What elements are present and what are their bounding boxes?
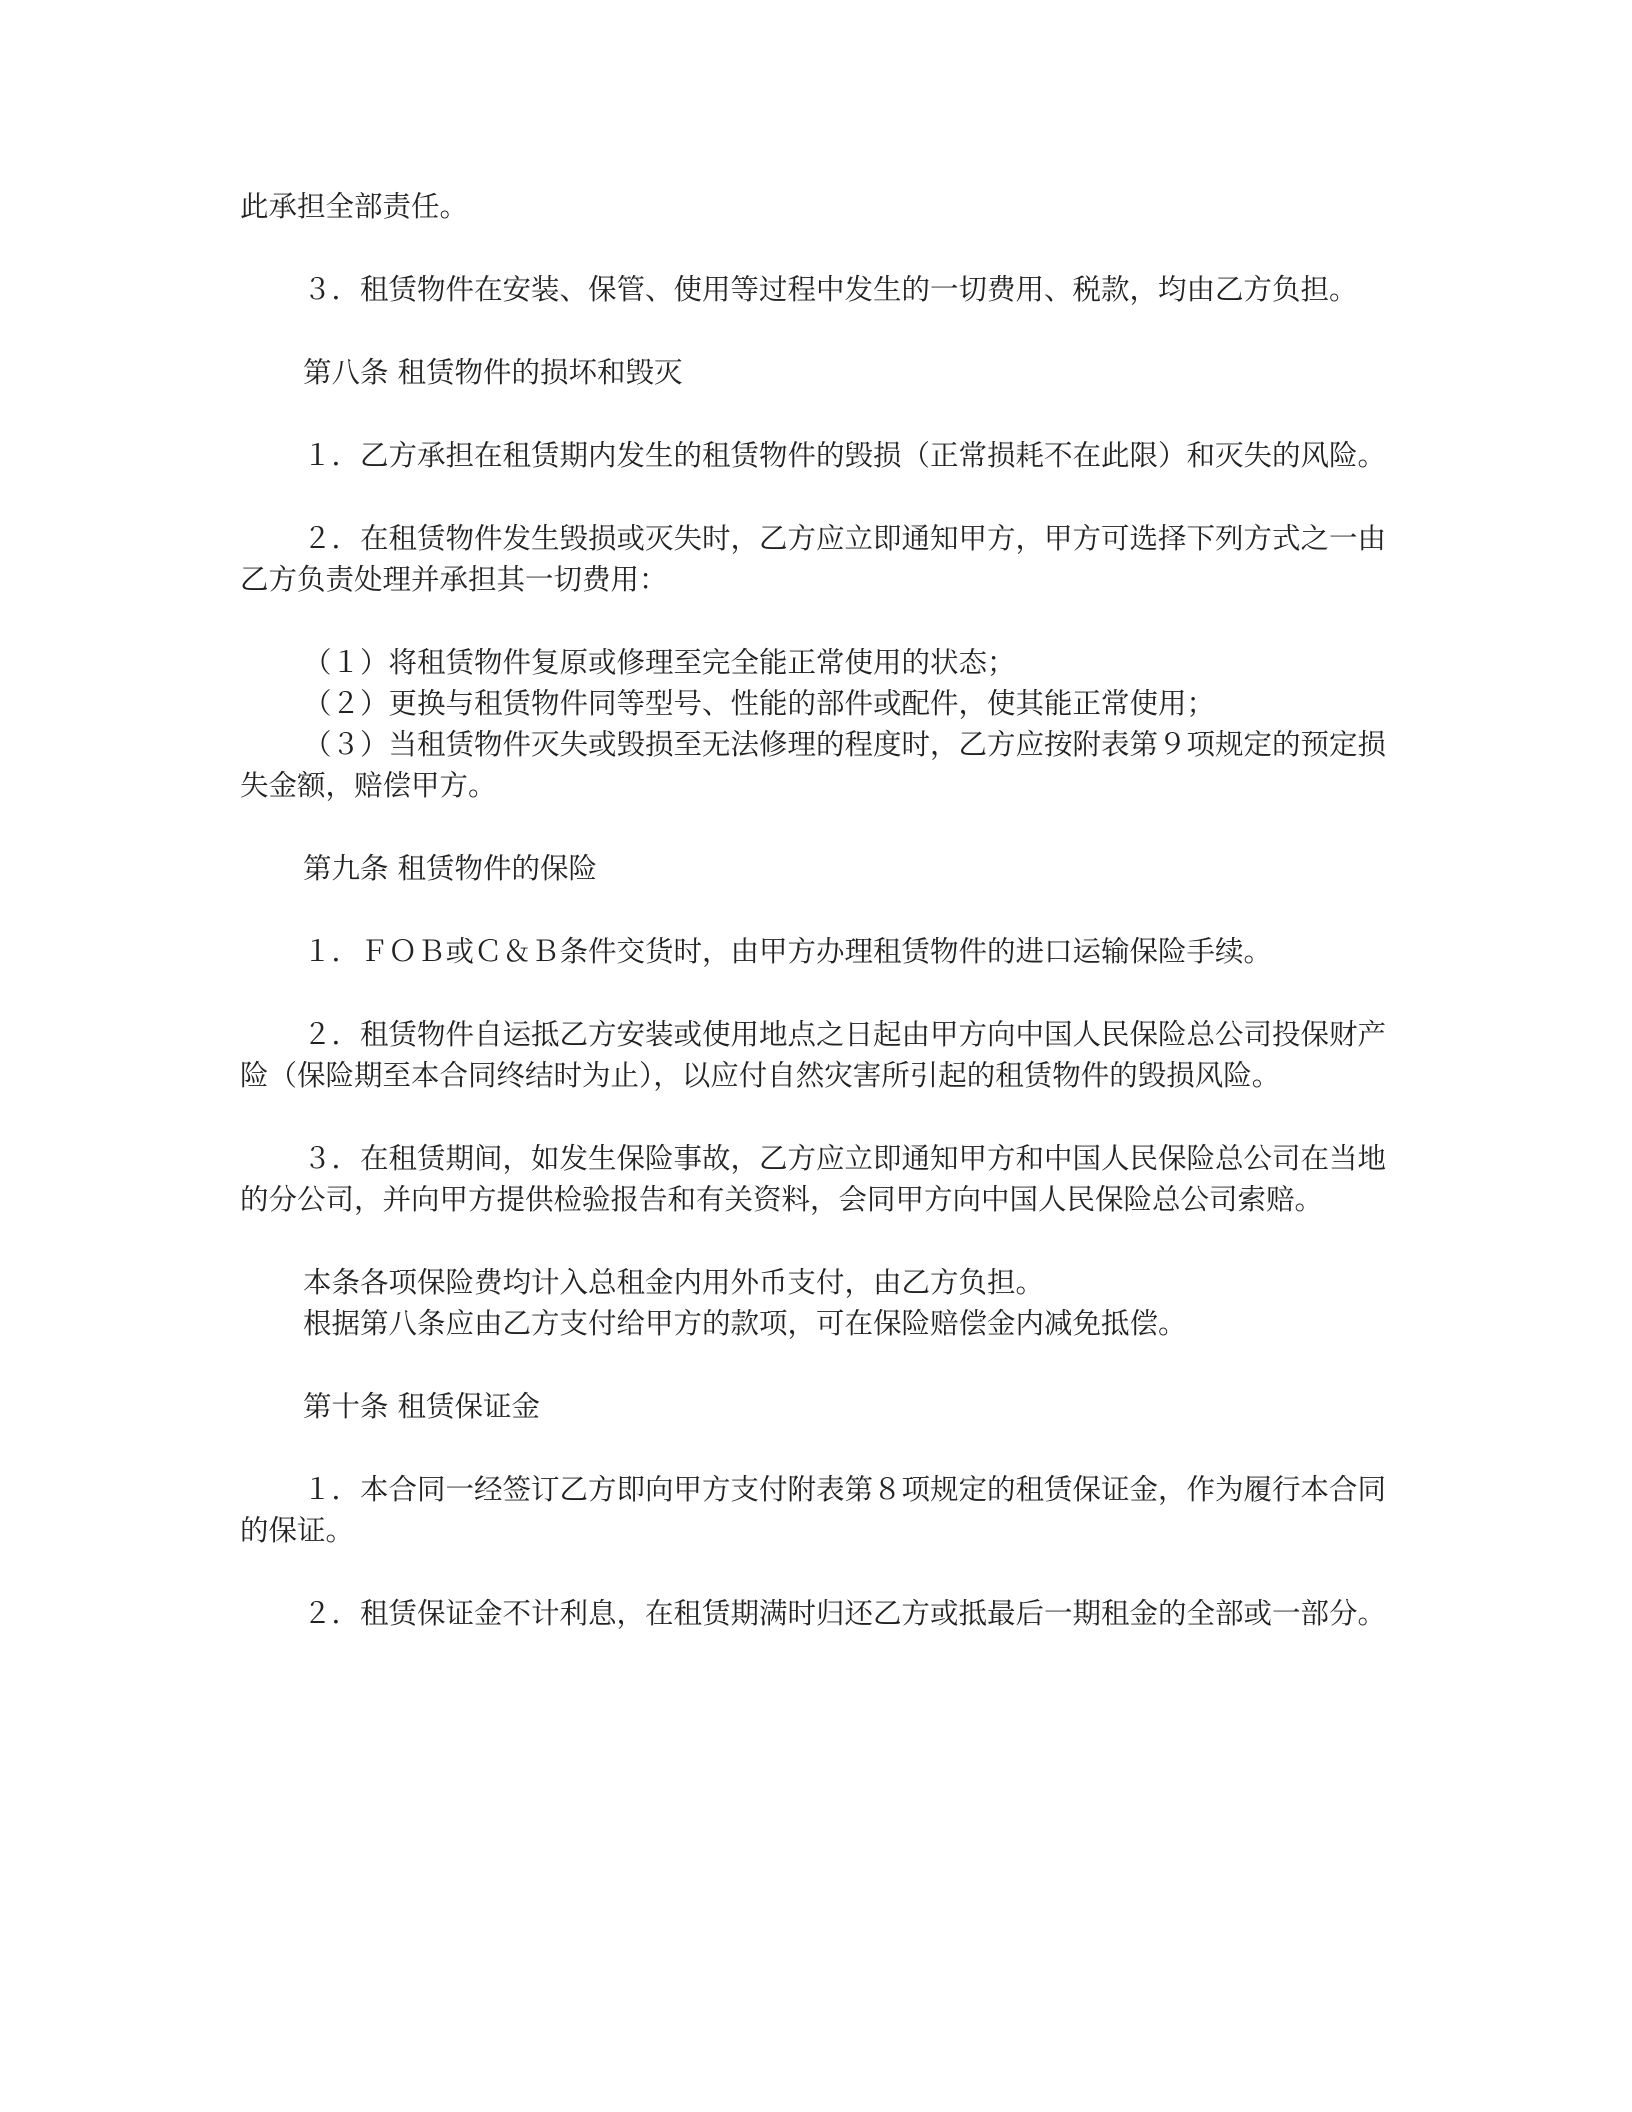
paragraph-continuation: 此承担全部责任。 [240, 190, 469, 223]
article-8-item-1: １．乙方承担在租赁期内发生的租赁物件的毁损（正常损耗不在此限）和灭失的风险。 [303, 439, 1387, 472]
article-8-subitem-2: （２）更换与租赁物件同等型号、性能的部件或配件，使其能正常使用； [303, 687, 1216, 720]
article-8-item-2: ２．在租赁物件发生毁损或灭失时，乙方应立即通知甲方，甲方可选择下列方式之一由乙方负责处理并承担其一切费用： [240, 522, 1387, 596]
article-9-heading: 第九条 租赁物件的保险 [303, 852, 598, 885]
clause-7-item-3: ３．租赁物件在安装、保管、使用等过程中发生的一切费用、税款，均由乙方负担。 [303, 273, 1358, 306]
article-10-heading: 第十条 租赁保证金 [303, 1390, 541, 1423]
document-page [240, 186, 1395, 1634]
article-8-subitem-1: （１）将租赁物件复原或修理至完全能正常使用的状态； [303, 646, 1016, 679]
article-9-item-2: ２．租赁物件自运抵乙方安装或使用地点之日起由甲方向中国人民保险总公司投保财产险（保险期至本合同终结时为止），以应付自然灾害所引起的租赁物件的毁损风险。 [240, 1018, 1387, 1092]
article-10-item-1: １．本合同一经签订乙方即向甲方支付附表第８项规定的租赁保证金，作为履行本合同的保证。 [240, 1473, 1387, 1547]
article-9-item-1: １．ＦＯＢ或Ｃ＆Ｂ条件交货时，由甲方办理租赁物件的进口运输保险手续。 [303, 935, 1273, 968]
article-9-item-3: ３．在租赁期间，如发生保险事故，乙方应立即通知甲方和中国人民保险总公司在当地的分公司，并向甲方提供检验报告和有关资料，会同甲方向中国人民保险总公司索赔。 [240, 1142, 1387, 1216]
article-10-item-2: ２．租赁保证金不计利息，在租赁期满时归还乙方或抵最后一期租金的全部或一部分。 [303, 1597, 1387, 1630]
article-9-note-2: 根据第八条应由乙方支付给甲方的款项，可在保险赔偿金内减免抵偿。 [303, 1307, 1187, 1340]
article-8-heading: 第八条 租赁物件的损坏和毁灭 [303, 356, 683, 389]
article-9-note-1: 本条各项保险费均计入总租金内用外币支付，由乙方负担。 [303, 1266, 1045, 1299]
article-8-subitem-3: （３）当租赁物件灭失或毁损至无法修理的程度时，乙方应按附表第９项规定的预定损失金额，赔偿甲方。 [240, 728, 1387, 802]
